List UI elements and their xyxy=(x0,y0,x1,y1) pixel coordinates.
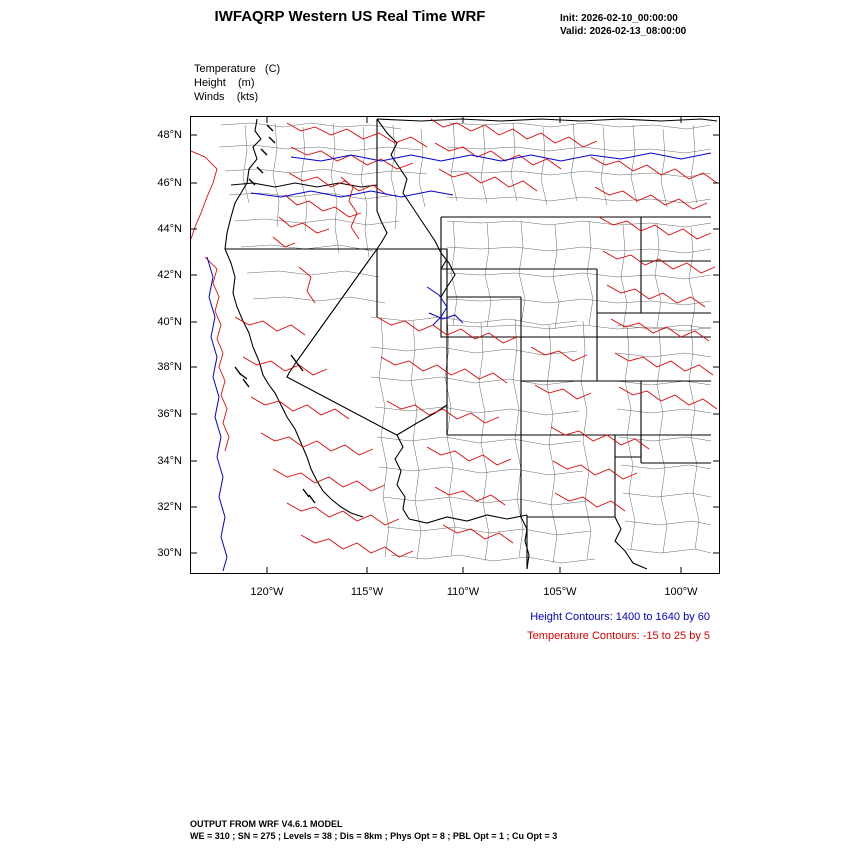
lon-tick-105: 105°W xyxy=(543,586,577,598)
lon-tick-110: 110°W xyxy=(446,586,480,598)
footer-line-1: OUTPUT FROM WRF V4.6.1 MODEL xyxy=(190,819,343,829)
lat-tick-40: 40°N xyxy=(157,316,182,328)
lat-tick-32: 32°N xyxy=(157,501,182,513)
temperature-contours xyxy=(191,119,717,557)
units-winds: Winds (kts) xyxy=(194,91,259,103)
units-temperature: Temperature (C) xyxy=(194,63,281,75)
valid-time-label: Valid: 2026-02-13_08:00:00 xyxy=(560,26,687,37)
footer-line-2: WE = 310 ; SN = 275 ; Levels = 38 ; Dis = 8km ; Phys Opt = 8 ; PBL Opt = 1 ; Cu Opt = 3 xyxy=(190,831,558,841)
lat-tick-44: 44°N xyxy=(157,223,182,235)
lat-tick-36: 36°N xyxy=(157,408,182,420)
units-height: Height (m) xyxy=(194,77,255,89)
temperature-contours-legend: Temperature Contours: -15 to 25 by 5 xyxy=(527,630,710,642)
county-lines xyxy=(219,123,711,563)
axis-ticks xyxy=(191,117,719,573)
model-output-footer xyxy=(190,818,557,842)
contour-legend xyxy=(0,608,710,646)
map-plot-area xyxy=(190,116,720,574)
lon-tick-100: 100°W xyxy=(664,586,698,598)
lat-tick-38: 38°N xyxy=(157,361,182,373)
state-boundaries xyxy=(225,119,717,569)
height-contours-legend: Height Contours: 1400 to 1640 by 60 xyxy=(530,611,710,623)
map-svg xyxy=(191,117,719,573)
lat-tick-42: 42°N xyxy=(157,269,182,281)
lat-tick-30: 30°N xyxy=(157,547,182,559)
height-contours xyxy=(207,153,711,571)
lat-tick-34: 34°N xyxy=(157,455,182,467)
page-title: IWFAQRP Western US Real Time WRF xyxy=(214,8,486,25)
lat-tick-46: 46°N xyxy=(157,177,182,189)
lon-tick-115: 115°W xyxy=(350,586,384,598)
lat-tick-48: 48°N xyxy=(157,129,182,141)
lon-tick-120: 120°W xyxy=(250,586,284,598)
init-time-label: Init: 2026-02-10_00:00:00 xyxy=(560,13,678,24)
